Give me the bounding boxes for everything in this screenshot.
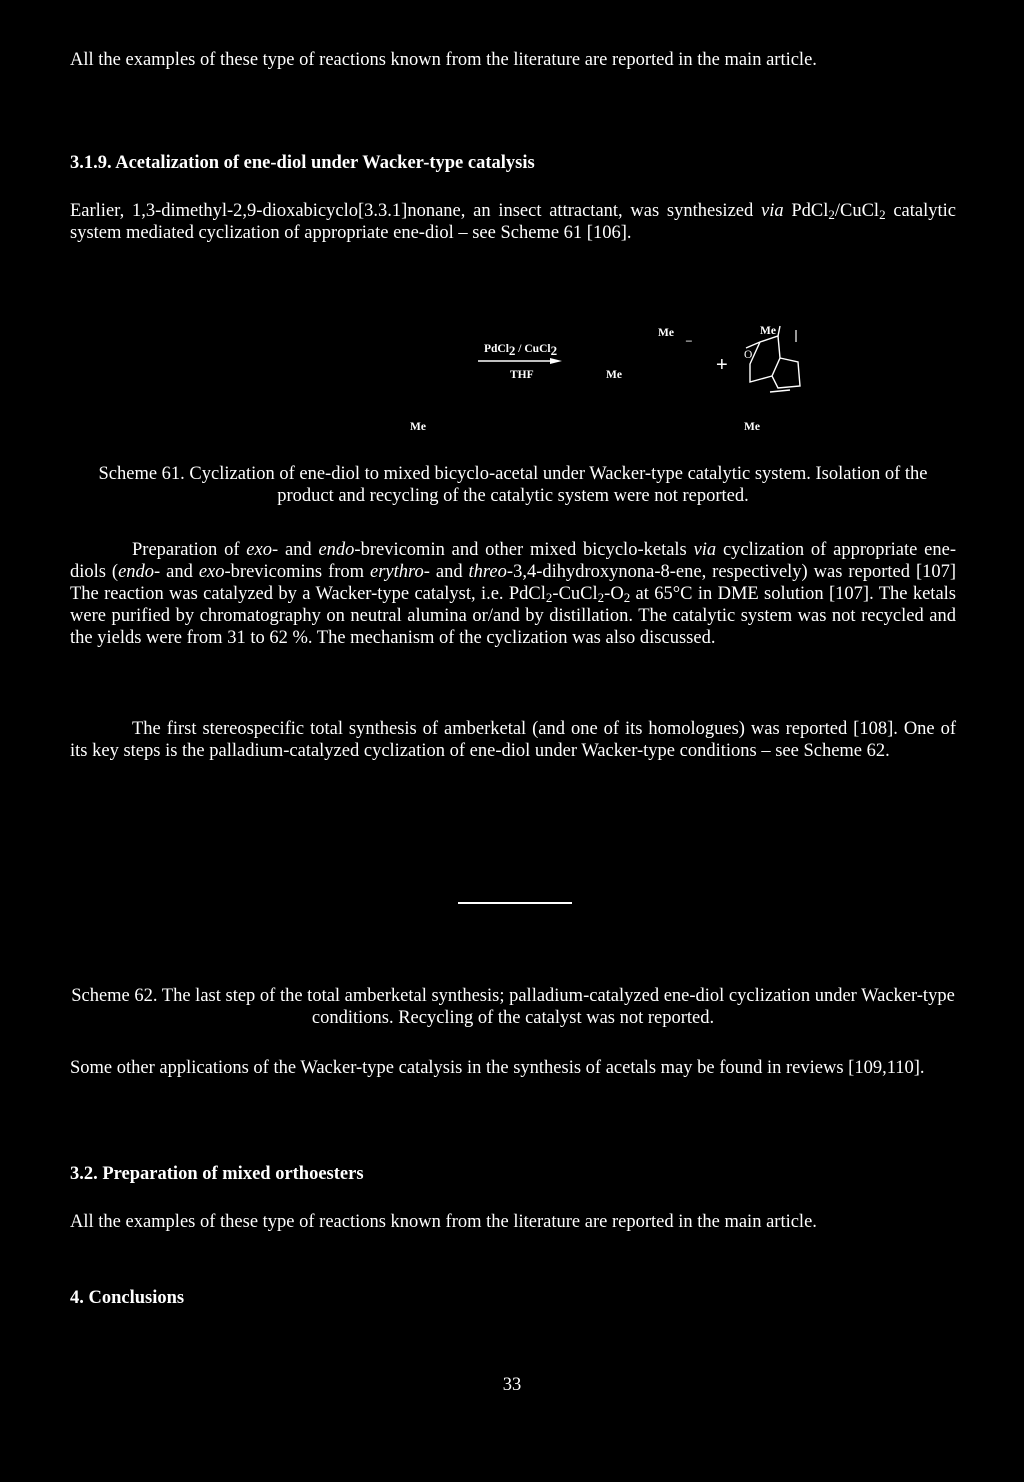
scheme-61-figure bbox=[400, 318, 840, 438]
paragraph-earlier: Earlier, 1,3-dimethyl-2,9-dioxabicyclo[3.3.1]nonane, an insect attractant, was synthesized via PdCl$_2$/CuCl$_2$ catalytic system mediated cyclization of appropriate ene-diol – see Scheme 61 [106]. bbox=[70, 201, 956, 243]
section-number: 3.2. bbox=[70, 1164, 98, 1184]
section-title: Conclusions bbox=[88, 1288, 185, 1308]
oxygen-label: O bbox=[744, 349, 753, 361]
product-methyl-label: Me bbox=[606, 369, 622, 381]
product-methyl-top-label: Me bbox=[658, 327, 674, 339]
product2-methyl-top-label: Me bbox=[760, 325, 776, 337]
section-heading-3-1-9 bbox=[70, 152, 956, 174]
paragraph-3-2: All the examples of these type of reactions known from the literature are reported in the main article. bbox=[70, 1212, 817, 1232]
methyl-bond-top bbox=[778, 326, 780, 336]
page-number: 33 bbox=[502, 1375, 522, 1395]
reactant-methyl-label: Me bbox=[410, 421, 426, 433]
scheme-62-reaction-arrow bbox=[458, 902, 572, 904]
paragraph-preparation: Preparation of exo- and endo-brevicomin and other mixed bicyclo-ketals via cyclization of appropriate ene-diols (endo- and exo-brevicomins from erythro- and threo-3,4-dihydroxynona-8-ene, respectively) was reported [107] The reaction was catalyzed by a Wacker-type catalyst, i.e. $PdCl_2-CuCl_2-O_2$ at 65°C in DME solution [107]. The ketals were purified by chromatography on neutral alumina or/and by distillation. The catalytic system was not recycled and the yields were from 31 to 62 %. The mechanism of the cyclization was also discussed. bbox=[70, 540, 957, 648]
reagent-label-bottom: THF bbox=[510, 369, 534, 381]
stereo-dash: _ bbox=[686, 331, 692, 343]
paragraph-other-applications: Some other applications of the Wacker-type catalysis in the synthesis of acetals may be found in reviews [109,110]. bbox=[70, 1058, 925, 1078]
methyl-bond-bottom bbox=[770, 390, 790, 392]
section-title: Preparation of mixed orthoesters bbox=[102, 1164, 364, 1184]
scheme-61-caption: Scheme 61. Cyclization of ene-diol to mixed bicyclo-acetal under Wacker-type catalytic system. Isolation of the product and recycling of the catalytic system were not reported. bbox=[98, 464, 928, 506]
reagent-label-top: PdCl$_2$ / CuCl$_2$ bbox=[484, 343, 558, 358]
intro-paragraph: All the examples of these type of reactions known from the literature are reported in the main article. bbox=[70, 50, 817, 70]
bicyclic-ring-bonds-2 bbox=[750, 342, 772, 382]
section-heading-3-2 bbox=[70, 1163, 956, 1185]
section-title: Acetalization of ene-diol under Wacker-type catalysis bbox=[115, 153, 535, 173]
scheme-62-caption: Scheme 62. The last step of the total amberketal synthesis; palladium-catalyzed ene-diol cyclization under Wacker-type conditions. Recycling of the catalyst was not reported. bbox=[71, 986, 955, 1028]
paragraph-amberketal: The first stereospecific total synthesis of amberketal (and one of its homologues) was reported [108]. One of its key steps is the palladium-catalyzed cyclization of ene-diol under Wacker-type conditions – see Scheme 62. bbox=[70, 719, 956, 761]
product2-methyl-bottom-label: Me bbox=[744, 421, 760, 433]
section-number: 3.1.9. bbox=[70, 153, 112, 173]
section-heading-4 bbox=[70, 1287, 956, 1309]
section-number: 4. bbox=[70, 1288, 84, 1308]
plus-sign: + bbox=[716, 354, 728, 376]
